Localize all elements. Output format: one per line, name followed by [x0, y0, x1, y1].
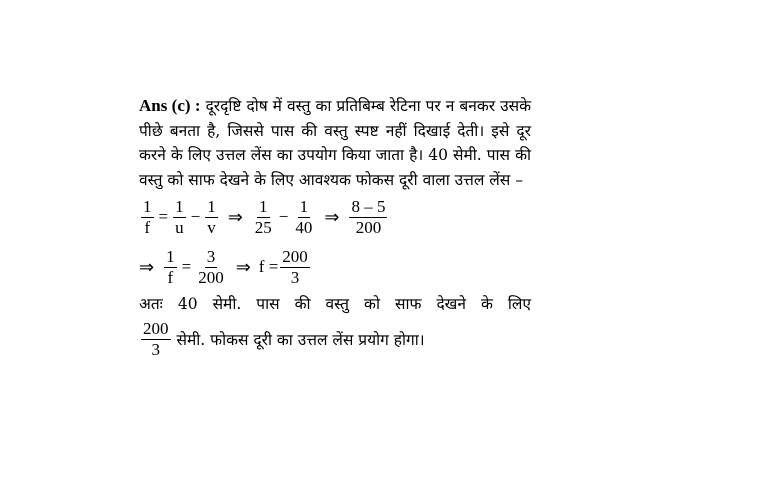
conclusion-text: अतः 40 सेमी. पास की वस्तु को साफ देखने के लिए: [139, 295, 531, 313]
fraction-3-over-200: $\frac{3}{200}$: [198, 246, 224, 287]
fraction-1-over-f: $\frac{1}{f}$: [143, 196, 152, 237]
minus-sign: −: [278, 207, 289, 226]
answer-paragraph: [139, 94, 531, 192]
equals-sign: =: [181, 257, 192, 276]
conclusion-final-text: सेमी. फोकस दूरी का उत्तल लेंस प्रयोग होगा।: [176, 331, 425, 349]
minus-sign: −: [190, 207, 201, 226]
fraction-1-over-u: $\frac{1}{u}$: [175, 196, 184, 237]
answer-text: दूरदृष्टि दोष में वस्तु का प्रतिबिम्ब रेटिना पर न बनकर उसके पीछे बनता है, जिससे पास की वस्तु स्पष्ट नहीं दिखाई देती। इसे दूर करने के लिए उत्तल लेंस का उपयोग किया जाता है। 40 सेमी. पास की वस्तु को साफ देखने के लिए आवश्यक फोकस दूरी वाला उत्तल लेंस –: [139, 97, 531, 189]
implies-arrow: ⇒: [235, 256, 251, 277]
lens-equation-row: [139, 192, 531, 242]
fraction-1-over-v: $\frac{1}{v}$: [207, 196, 216, 237]
f-label: f =: [258, 257, 279, 276]
implies-arrow: ⇒: [324, 206, 340, 227]
fraction-1-over-40: $\frac{1}{40}$: [295, 196, 313, 237]
fraction-3-over-200: $\frac{8 - 5}{200}$: [351, 196, 386, 237]
answer-block: [139, 94, 531, 360]
answer-label: Ans (c) :: [139, 96, 201, 115]
fraction-1-over-f: $\frac{1}{f}$: [166, 246, 175, 287]
conclusion-final: [139, 319, 531, 360]
implies-arrow: ⇒: [227, 206, 243, 227]
equals-sign: =: [158, 207, 169, 226]
implies-arrow: ⇒: [139, 256, 155, 277]
fraction-1-over-25: $\frac{1}{25}$: [254, 196, 272, 237]
fraction-200-over-3: $\frac{200}{3}$: [143, 318, 169, 359]
fraction-200-over-3: $\frac{200}{3}$: [282, 246, 308, 287]
focal-length-row: [139, 242, 531, 292]
